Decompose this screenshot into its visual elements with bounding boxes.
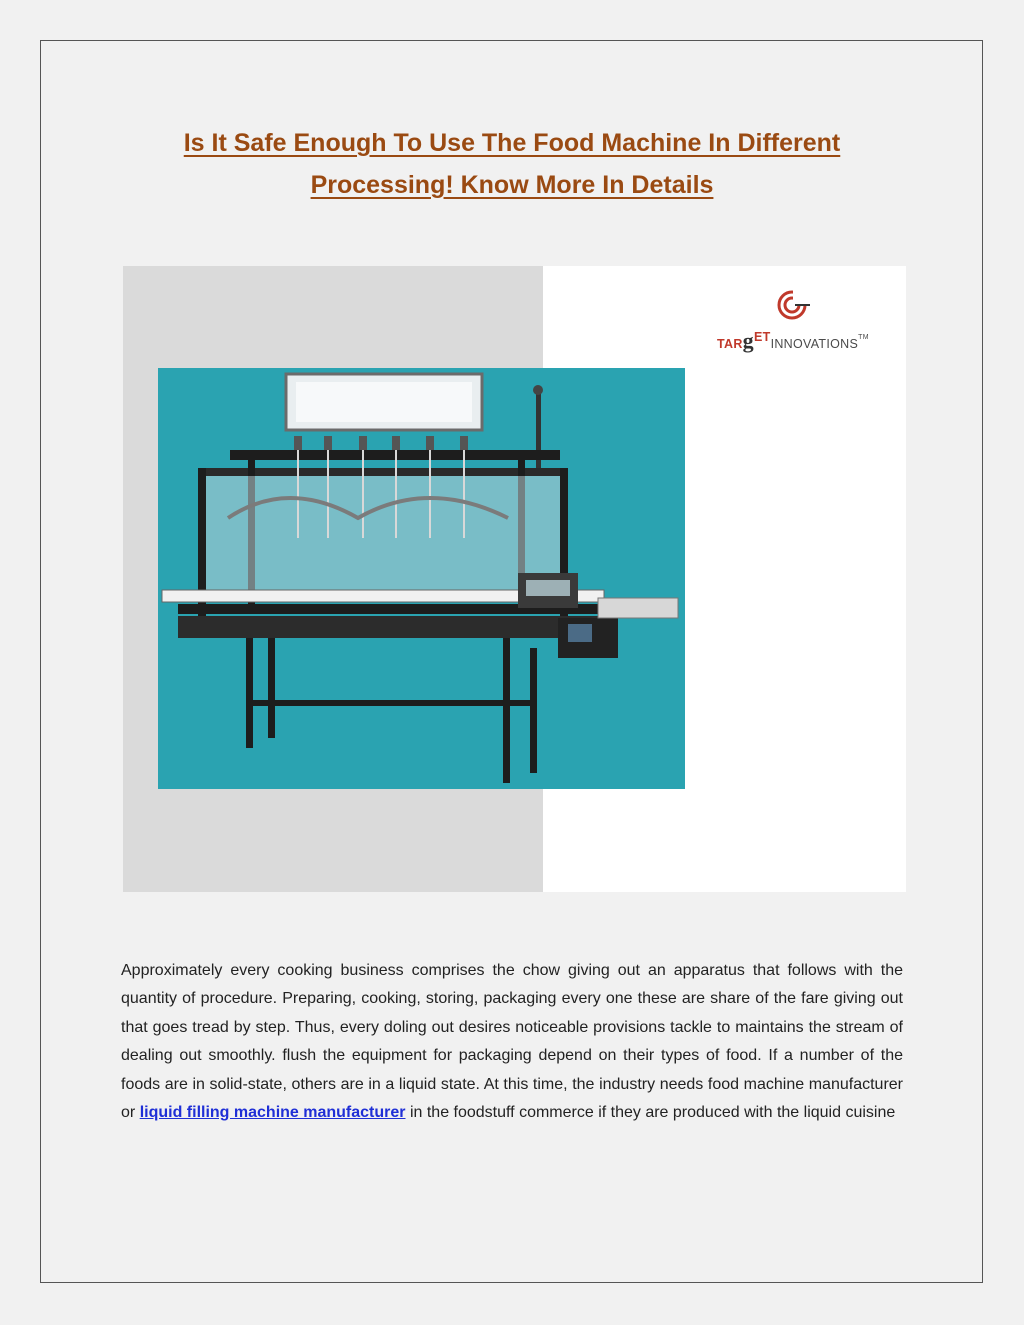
liquid-filling-machine-link[interactable]: liquid filling machine manufacturer bbox=[139, 1104, 406, 1122]
body-paragraph bbox=[121, 957, 903, 1127]
body-text-after-link: in the foodstuff commerce if they are produced with the liquid cuisine bbox=[409, 1104, 896, 1122]
body-text-before-link: Approximately every cooking business comprises the chow giving out an apparatus that follows with the quantity of procedure. Preparing, cooking, storing, packaging every one these are share of the fare giving out that goes tread by step. Thus, every doling out desires noticeable provisions tackle to maintains the stream of dealing out smoothly. flush the equipment for packaging depend on their types of food. If a number of the foods are in solid-state, others are in a liquid state. At this time, the industry needs food machine manufacturer or bbox=[121, 962, 903, 1122]
target-logo-mark-icon bbox=[777, 288, 811, 322]
target-innovations-logo bbox=[717, 288, 887, 358]
filling-machine-photo bbox=[158, 368, 685, 789]
document-title: Is It Safe Enough To Use The Food Machine In Different Processing! Know More In Details bbox=[183, 129, 841, 199]
hero-image bbox=[123, 266, 906, 892]
filling-machine-illustration bbox=[158, 368, 685, 789]
logo-wordmark: TARgETINNOVATIONS™ bbox=[717, 328, 869, 353]
